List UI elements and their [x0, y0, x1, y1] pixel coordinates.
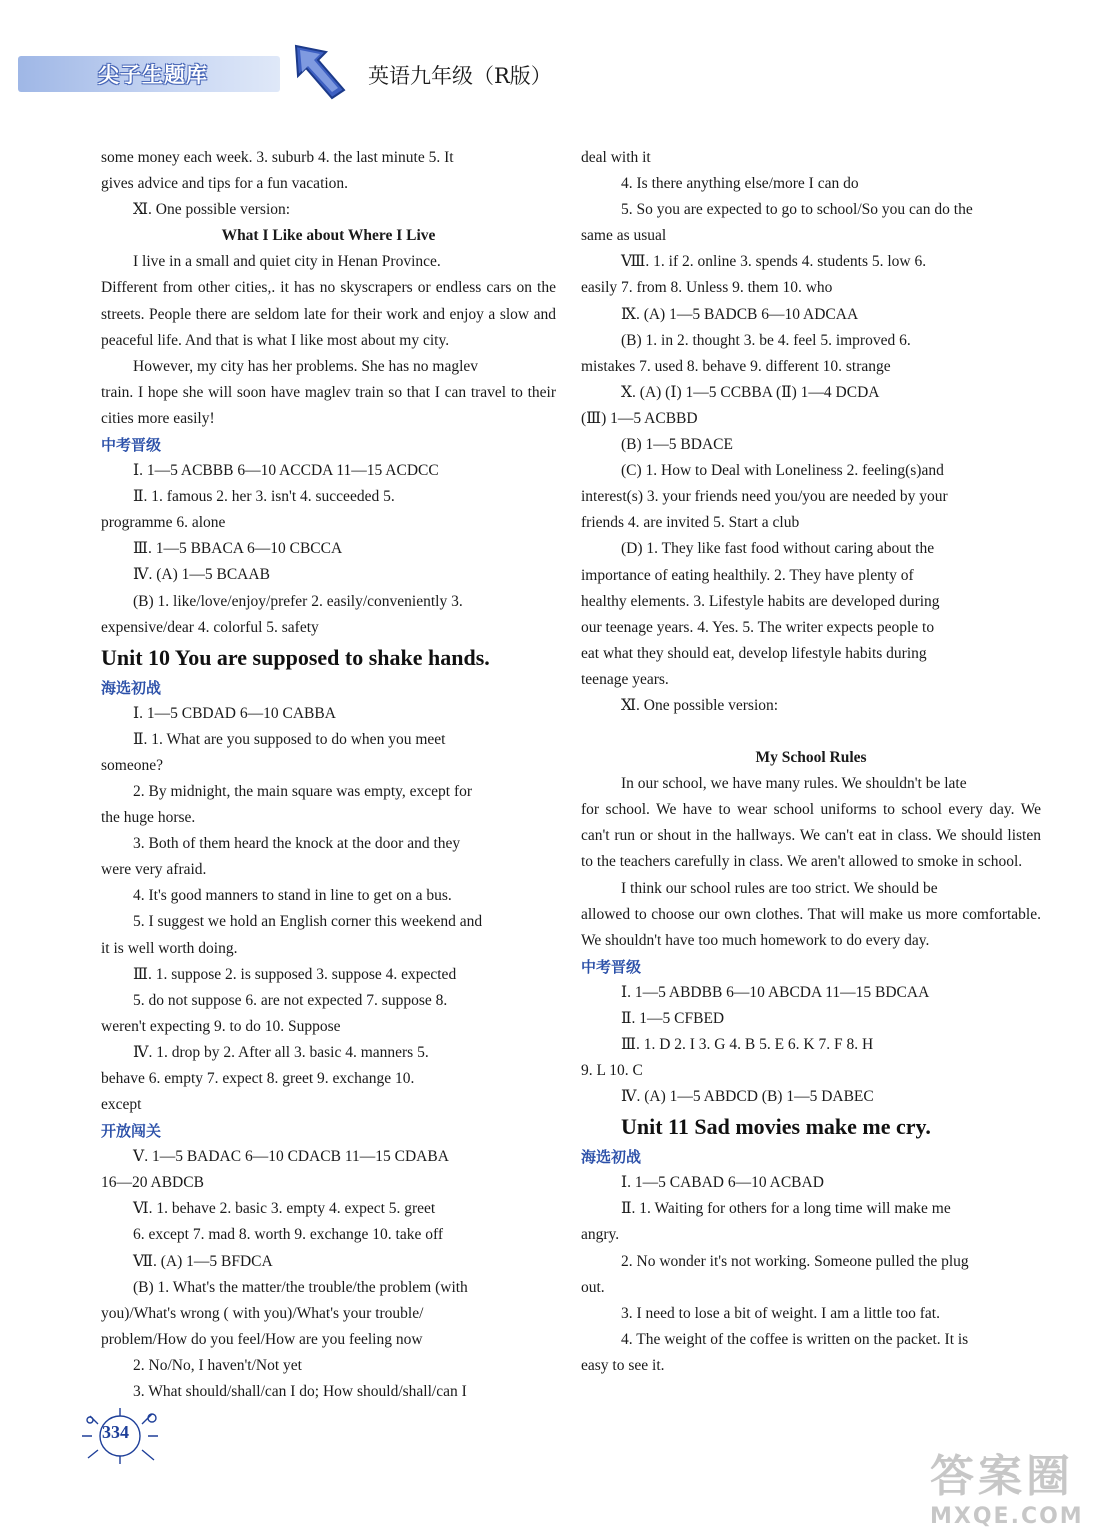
section-heading: 中考晋级 — [101, 436, 162, 455]
unit-heading: Unit 10 You are supposed to shake hands. — [101, 644, 490, 670]
section-heading: 中考晋级 — [581, 957, 642, 976]
text-line: behave 6. empty 7. expect 8. greet 9. exchange 10. — [101, 1070, 415, 1087]
spacer — [581, 719, 1041, 745]
text-line: 5. do not suppose 6. are not expected 7. suppose 8. — [133, 991, 448, 1009]
text-line: Ⅲ. 1. suppose 2. is supposed 3. suppose 4. expected — [133, 965, 457, 983]
page-number-badge — [82, 1408, 162, 1470]
text-line: 4. It's good manners to stand in line to get on a bus. — [133, 887, 452, 905]
watermark — [930, 1440, 1095, 1530]
text-line: (D) 1. They like fast food without caring about the — [621, 540, 935, 558]
text-line: 3. What should/shall/can I do; How should/shall/can I — [133, 1383, 467, 1401]
text-line: Ⅶ. (A) 1—5 BFDCA — [133, 1252, 273, 1270]
text-line: same as usual — [581, 227, 667, 245]
text-line: Ⅺ. One possible version: — [621, 696, 779, 714]
text-line: Ⅰ. 1—5 ACBBB 6—10 ACCDA 11—15 ACDCC — [133, 462, 439, 480]
text-line: 4. The weight of the coffee is written on the packet. It is — [621, 1330, 969, 1348]
page-header — [0, 0, 1105, 100]
brand-banner — [18, 56, 280, 92]
text-line: I live in a small and quiet city in Henan Province. — [133, 253, 441, 271]
text-line: (B) 1. like/love/enjoy/prefer 2. easily/conveniently 3. — [133, 592, 463, 610]
text-line: gives advice and tips for a fun vacation. — [101, 175, 349, 193]
text-line: problem/How do you feel/How are you feeling now — [101, 1330, 423, 1348]
text-line: What I Like about Where I Live — [221, 227, 436, 245]
book-title: 英语九年级（R版） — [368, 64, 552, 88]
text-line: deal with it — [581, 149, 651, 166]
text-line: were very afraid. — [101, 861, 207, 879]
text-line: 2. No wonder it's not working. Someone pulled the plug — [621, 1252, 969, 1270]
section-heading: 开放闯关 — [101, 1122, 162, 1141]
text-line: friends 4. are invited 5. Start a club — [581, 514, 800, 532]
text-line: Ⅱ. 1. Waiting for others for a long time will make me — [621, 1200, 951, 1218]
text-line: 5. So you are expected to go to school/So you can do the — [621, 201, 973, 219]
text-line: 3. Both of them heard the knock at the door and they — [133, 835, 461, 853]
text-line: Ⅳ. (A) 1—5 ABDCD (B) 1—5 DABEC — [621, 1088, 874, 1106]
text-line: 6. except 7. mad 8. worth 9. exchange 10. take off — [133, 1226, 444, 1244]
text-line: Different from other cities,. it has no skyscrapers or endless cars on the streets. People there are seldom late for their work and enjoy a slow and peaceful life. And that is what I like most about my city. — [101, 279, 556, 349]
text-line: (B) 1—5 BDACE — [621, 436, 733, 454]
text-line: Ⅲ. 1—5 BBACA 6—10 CBCCA — [133, 540, 343, 558]
text-line: angry. — [581, 1226, 620, 1244]
text-line: Ⅱ. 1. famous 2. her 3. isn't 4. succeeded 5. — [133, 488, 395, 506]
text-line: My School Rules — [755, 749, 867, 767]
text-line: Ⅸ. (A) 1—5 BADCB 6—10 ADCAA — [621, 305, 859, 323]
text-line: weren't expecting 9. to do 10. Suppose — [101, 1017, 341, 1035]
text-line: out. — [581, 1278, 605, 1296]
text-line: (C) 1. How to Deal with Loneliness 2. feeling(s)and — [621, 462, 944, 480]
text-line: Ⅺ. One possible version: — [133, 201, 291, 219]
text-line: someone? — [101, 756, 163, 774]
text-line: In our school, we have many rules. We shouldn't be late — [621, 775, 967, 793]
section-heading: 海选初战 — [581, 1148, 642, 1167]
text-line: interest(s) 3. your friends need you/you are needed by your — [581, 488, 948, 506]
text-line: for school. We have to wear school uniforms to school every day. We can't run or shout in the hallways. We can't eat in class. We should listen to the teachers carefully in class. We aren't allowed to smoke in school. — [581, 801, 1041, 871]
text-line: (B) 1. in 2. thought 3. be 4. feel 5. improved 6. — [621, 331, 911, 349]
text-line: 16—20 ABDCB — [101, 1174, 204, 1192]
text-line: eat what they should eat, develop lifestyle habits during — [581, 644, 927, 662]
text-line: 3. I need to lose a bit of weight. I am a little too fat. — [621, 1304, 940, 1322]
text-line: 2. By midnight, the main square was empty, except for — [133, 782, 473, 800]
text-line: train. I hope she will soon have maglev train so that I can travel to their cities more easily! — [101, 383, 556, 427]
text-line: importance of eating healthily. 2. They have plenty of — [581, 566, 914, 584]
text-line: Ⅰ. 1—5 CABAD 6—10 ACBAD — [621, 1174, 824, 1192]
text-line: Ⅴ. 1—5 BADAC 6—10 CDACB 11—15 CDABA — [133, 1148, 449, 1166]
text-line: Ⅵ. 1. behave 2. basic 3. empty 4. expect 5. greet — [133, 1200, 436, 1218]
text-line: healthy elements. 3. Lifestyle habits are developed during — [581, 592, 940, 610]
text-line: However, my city has her problems. She has no maglev — [133, 357, 479, 375]
page-number: 334 — [102, 1422, 129, 1442]
text-line: some money each week. 3. suburb 4. the last minute 5. It — [101, 149, 454, 166]
text-line: Ⅱ. 1. What are you supposed to do when you meet — [133, 730, 446, 748]
text-line: you)/What's wrong ( with you)/What's your trouble/ — [101, 1304, 424, 1322]
arrow-icon — [286, 42, 348, 100]
section-heading: 海选初战 — [101, 678, 162, 697]
unit-heading: Unit 11 Sad movies make me cry. — [621, 1114, 931, 1140]
text-line: I think our school rules are too strict. We should be — [621, 879, 938, 897]
text-line: Ⅷ. 1. if 2. online 3. spends 4. students 5. low 6. — [621, 253, 927, 271]
left-column — [101, 145, 556, 1405]
text-line: Ⅲ. 1. D 2. I 3. G 4. B 5. E 6. K 7. F 8. H — [621, 1036, 874, 1053]
text-line: it is well worth doing. — [101, 939, 238, 957]
text-line: easy to see it. — [581, 1356, 665, 1374]
text-line: mistakes 7. used 8. behave 9. different 10. strange — [581, 357, 891, 375]
text-line: Ⅰ. 1—5 CBDAD 6—10 CABBA — [133, 704, 336, 722]
text-line: Ⅳ. 1. drop by 2. After all 3. basic 4. manners 5. — [133, 1043, 429, 1061]
text-line: the huge horse. — [101, 809, 196, 827]
text-line: teenage years. — [581, 670, 669, 688]
text-line: expensive/dear 4. colorful 5. safety — [101, 618, 319, 636]
text-line: except — [101, 1096, 142, 1114]
text-line: 4. Is there anything else/more I can do — [621, 175, 859, 193]
text-line: (Ⅲ) 1—5 ACBBD — [581, 409, 698, 427]
text-line: Ⅰ. 1—5 ABDBB 6—10 ABCDA 11—15 BDCAA — [621, 983, 930, 1001]
right-column — [581, 145, 1041, 1379]
text-line: 9. L 10. C — [581, 1062, 643, 1080]
text-line: Ⅹ. (A) (Ⅰ) 1—5 CCBBA (Ⅱ) 1—4 DCDA — [621, 383, 880, 401]
text-line: our teenage years. 4. Yes. 5. The writer expects people to — [581, 618, 935, 636]
watermark-logo: 答案圈 — [930, 1451, 1074, 1502]
text-line: Ⅳ. (A) 1—5 BCAAB — [133, 566, 270, 584]
text-line: allowed to choose our own clothes. That will make us more comfortable. We shouldn't have too much homework to do every day. — [581, 905, 1041, 949]
watermark-url: MXQE.COM — [930, 1504, 1084, 1529]
text-line: Ⅱ. 1—5 CFBED — [621, 1009, 725, 1027]
text-line: easily 7. from 8. Unless 9. them 10. who — [581, 279, 833, 297]
text-line: 5. I suggest we hold an English corner this weekend and — [133, 913, 483, 931]
text-line: (B) 1. What's the matter/the trouble/the problem (with — [133, 1278, 468, 1296]
text-line: 2. No/No, I haven't/Not yet — [133, 1356, 302, 1374]
text-line: programme 6. alone — [101, 514, 226, 532]
brand-text: 尖子生题库 — [98, 63, 208, 87]
